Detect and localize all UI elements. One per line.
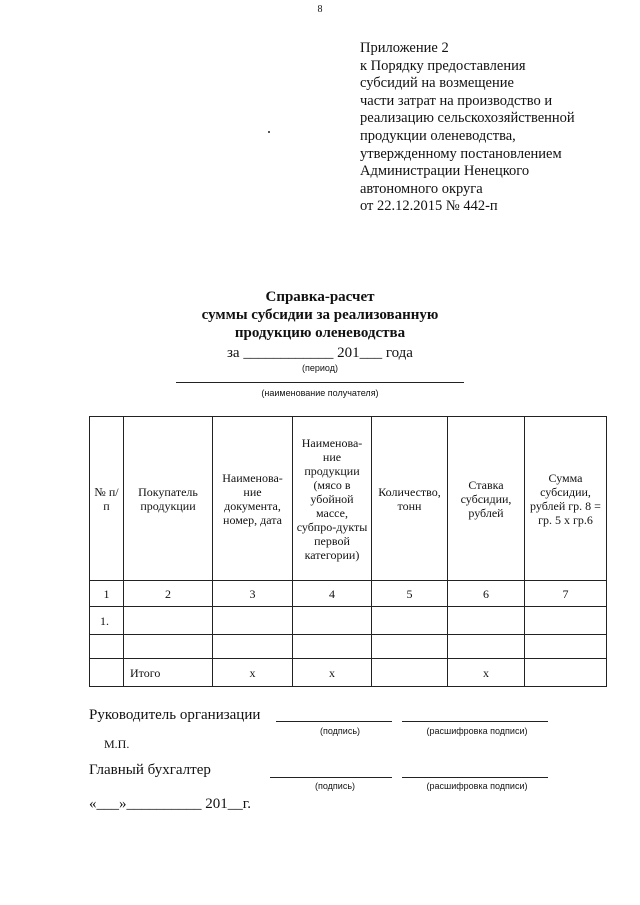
- appendix-line: Приложение 2: [360, 40, 449, 56]
- table-cell: [293, 635, 372, 659]
- table-cell: [525, 607, 607, 635]
- recipient-field-line: [176, 382, 464, 383]
- scan-speck: [268, 131, 270, 133]
- table-cell: х: [293, 659, 372, 687]
- period-caption: (период): [302, 363, 338, 373]
- period-line: за ____________ 201___ года: [227, 345, 413, 361]
- stamp-label: М.П.: [104, 737, 130, 751]
- total-row: [90, 659, 607, 687]
- appendix-line: продукции оленеводства,: [360, 127, 516, 144]
- table-cell: [213, 635, 293, 659]
- column-number: 2: [124, 581, 213, 607]
- table-cell: [90, 635, 124, 659]
- total-label: Итого: [124, 659, 213, 687]
- column-header: Количество, тонн: [372, 417, 448, 581]
- appendix-line: Администрации Ненецкого: [360, 163, 530, 180]
- head-signature-line: [276, 721, 392, 722]
- table-cell: [525, 635, 607, 659]
- title-line-2: суммы субсидии за реализованную: [201, 307, 439, 323]
- appendix-line: утвержденному постановлением: [360, 145, 562, 162]
- head-signature-label: Руководитель организации: [89, 707, 261, 723]
- table-cell: [372, 635, 448, 659]
- table-row: [90, 607, 607, 635]
- document-title: [0, 288, 640, 342]
- table-cell: х: [213, 659, 293, 687]
- appendix-line: автономного округа: [360, 180, 483, 197]
- accountant-signature-label: Главный бухгалтер: [89, 762, 211, 778]
- accountant-decoding-line: [402, 777, 548, 778]
- table-cell: [372, 659, 448, 687]
- table-cell: [124, 607, 213, 635]
- table-cell: [124, 635, 213, 659]
- page-number: 8: [317, 4, 323, 15]
- column-header: № п/п: [90, 417, 124, 581]
- column-header: Сумма субсидии, рублей гр. 8 = гр. 5 х гр.6: [525, 417, 607, 581]
- title-line-1: Справка-расчет: [265, 289, 375, 305]
- column-number: 4: [293, 581, 372, 607]
- calculation-table: [89, 416, 607, 687]
- appendix-note: [360, 40, 630, 216]
- column-number: 3: [213, 581, 293, 607]
- column-header: Наименова-ние продукции (мясо в убойной массе, субпро-дукты первой категории): [293, 417, 372, 581]
- appendix-line: субсидий на возмещение: [360, 75, 514, 92]
- date-line: «___»__________ 201__г.: [89, 796, 251, 812]
- table-cell: [372, 607, 448, 635]
- table-cell: [90, 659, 124, 687]
- recipient-caption: (наименование получателя): [261, 388, 379, 398]
- column-header: Покупатель продукции: [124, 417, 213, 581]
- table-cell: [525, 659, 607, 687]
- table-cell: [448, 607, 525, 635]
- column-header: Ставка субсидии, рублей: [448, 417, 525, 581]
- column-number: 5: [372, 581, 448, 607]
- head-decoding-caption: (расшифровка подписи): [426, 726, 528, 736]
- title-line-3: продукцию оленеводства: [234, 325, 406, 341]
- appendix-line: реализацию сельскохозяйственной: [360, 110, 575, 127]
- head-decoding-line: [402, 721, 548, 722]
- column-number: 1: [90, 581, 124, 607]
- table-cell: [293, 607, 372, 635]
- appendix-line: части затрат на производство и: [360, 92, 553, 109]
- appendix-line: к Порядку предоставления: [360, 57, 526, 74]
- accountant-decoding-caption: (расшифровка подписи): [426, 781, 528, 791]
- column-number: 7: [525, 581, 607, 607]
- column-header: Наименова-ние документа, номер, дата: [213, 417, 293, 581]
- column-number: 6: [448, 581, 525, 607]
- table-header-row: [90, 417, 607, 581]
- accountant-signature-line: [270, 777, 392, 778]
- table-cell: [448, 635, 525, 659]
- accountant-signature-caption: (подпись): [314, 781, 356, 791]
- table-cell: [213, 607, 293, 635]
- column-number-row: [90, 581, 607, 607]
- appendix-line: от 22.12.2015 № 442-п: [360, 198, 498, 215]
- table-cell: х: [448, 659, 525, 687]
- head-signature-caption: (подпись): [319, 726, 361, 736]
- table-row: [90, 635, 607, 659]
- table-cell: 1.: [90, 607, 124, 635]
